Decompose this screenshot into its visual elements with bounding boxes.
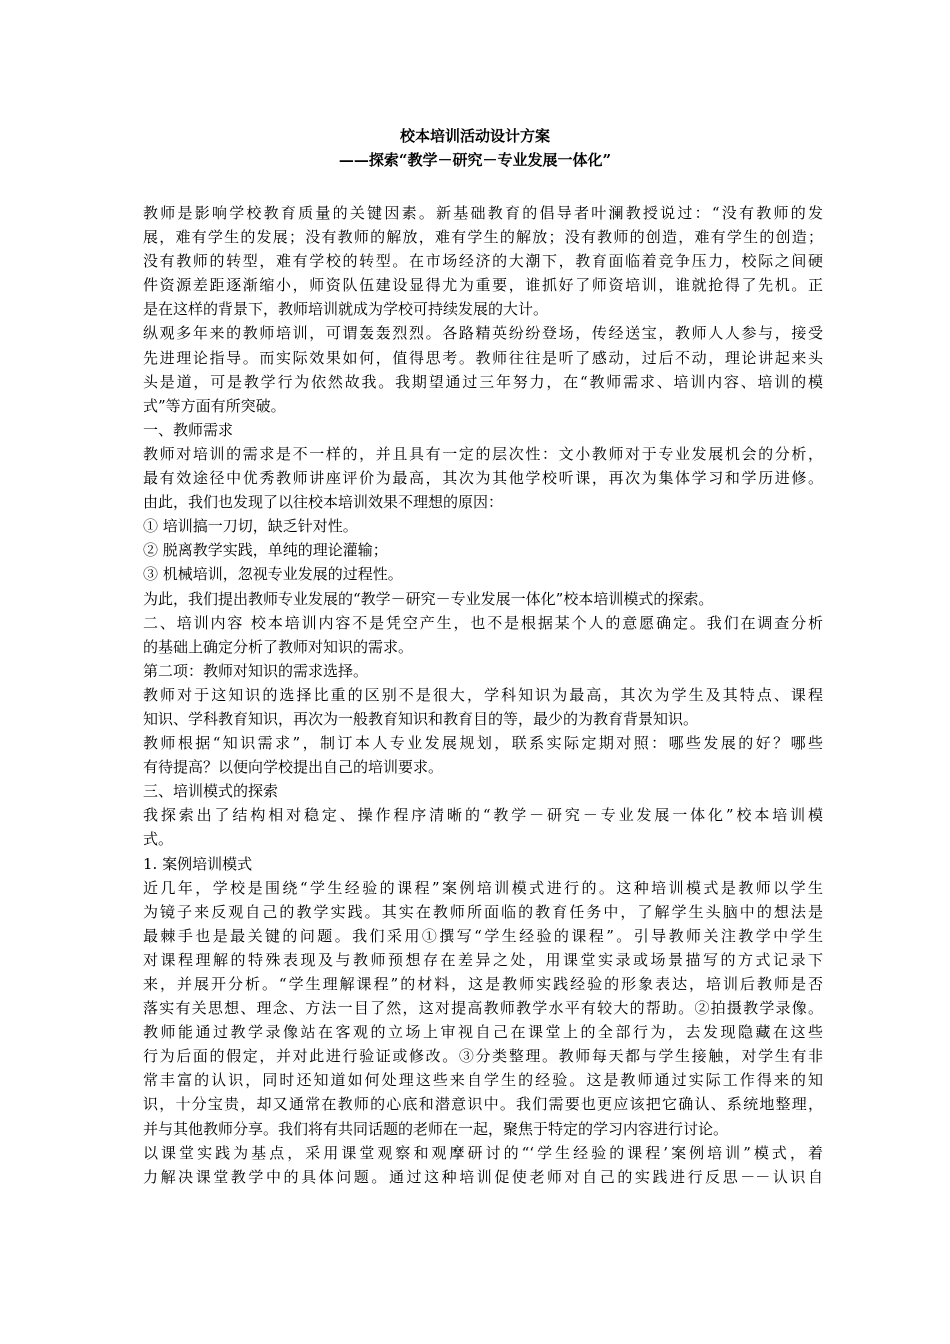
body-line: 二、培训内容 校本培训内容不是凭空产生，也不是根据某个人的意愿确定。我们在调查分析 [143, 613, 823, 632]
body-line: 件资源差距逐渐缩小，师资队伍建设显得尤为重要，谁抓好了师资培训，谁就抢得了先机。正 [143, 276, 823, 295]
body-line: 式。 [143, 830, 174, 849]
body-line: 式”等方面有所突破。 [143, 396, 286, 415]
document-title: 校本培训活动设计方案 [399, 127, 550, 145]
body-line: 落实有关思想、理念、方法一目了然，这对提高教师教学水平有较大的帮助。②拍摄教学录像。 [143, 999, 823, 1018]
body-line: 最有效途径中优秀教师讲座评价为最高，其次为其他学校听课，再次为集体学习和学历进修。 [143, 469, 823, 488]
body-line: 有待提高？以便向学校提出自己的培训要求。 [143, 758, 444, 777]
body-line: 常丰富的认识，同时还知道如何处理这些来自学生的经验。这是教师通过实际工作得来的知 [143, 1071, 823, 1090]
body-line: 来，并展开分析。“学生理解课程”的材料，这是教师实践经验的形象表达，培训后教师是否 [143, 975, 823, 993]
body-line: 是在这样的背景下，教师培训就成为学校可持续发展的大计。 [143, 300, 549, 319]
document-body [143, 201, 823, 1189]
body-line: ① 培训搞一刀切，缺乏针对性。 [143, 517, 358, 536]
body-line: 教师对于这知识的选择比重的区别不是很大，学科知识为最高，其次为学生及其特点、课程 [143, 685, 823, 704]
body-line: ③ 机械培训，忽视专业发展的过程性。 [143, 565, 403, 584]
body-line: 为镜子来反观自己的教学实践。其实在教师所面临的教育任务中，了解学生头脑中的想法是 [143, 902, 823, 921]
body-line: 近几年，学校是围绕“学生经验的课程”案例培训模式进行的。这种培训模式是教师以学生 [143, 878, 823, 897]
body-line: 最棘手也是最关键的问题。我们采用①撰写“学生经验的课程”。引导教师关注教学中学生 [143, 926, 823, 945]
body-line: 行为后面的假定，并对此进行验证或修改。③分类整理。教师每天都与学生接触，对学生有非 [143, 1047, 823, 1066]
title-block [0, 124, 950, 172]
body-line: 三、培训模式的探索 [143, 782, 279, 801]
document-subtitle: ——探索“教学－研究－专业发展一体化” [338, 151, 612, 169]
body-line: 没有教师的转型，难有学校的转型。在市场经济的大潮下，教育面临着竞争压力，校际之间硬 [143, 252, 823, 271]
body-line: 我探索出了结构相对稳定、操作程序清晰的“教学－研究－专业发展一体化”校本培训模 [143, 806, 823, 825]
body-line: 头是道，可是教学行为依然故我。我期望通过三年努力，在“教师需求、培训内容、培训的模 [143, 372, 823, 391]
body-line: 并与其他教师分享。我们将有共同话题的老师在一起，聚焦于特定的学习内容进行讨论。 [143, 1119, 729, 1138]
body-line: 纵观多年来的教师培训，可谓轰轰烈烈。各路精英纷纷登场，传经送宝，教师人人参与，接受 [143, 324, 823, 343]
body-line: 知识、学科教育知识，再次为一般教育知识和教育目的等，最少的为教育背景知识。 [143, 709, 699, 728]
body-line: 第二项：教师对知识的需求选择。 [143, 661, 369, 680]
body-line: ② 脱离教学实践，单纯的理论灌输； [143, 541, 388, 560]
body-line: 教师对培训的需求是不一样的，并且具有一定的层次性：文小教师对于专业发展机会的分析， [143, 444, 823, 463]
body-line: 以课堂实践为基点，采用课堂观察和观摩研讨的“‘学生经验的课程’案例培训”模式，着 [143, 1143, 823, 1162]
body-line: 展，难有学生的发展；没有教师的解放，难有学生的解放；没有教师的创造，难有学生的创造； [143, 228, 823, 247]
body-line: 为此，我们提出教师专业发展的“教学－研究－专业发展一体化”校本培训模式的探索。 [143, 589, 714, 608]
body-line: 对课程理解的特殊表现及与教师预想存在差异之处，用课堂实录或场景描写的方式记录下 [143, 950, 823, 969]
body-line: 教师能通过教学录像站在客观的立场上审视自己在课堂上的全部行为，去发现隐藏在这些 [143, 1023, 823, 1042]
body-line: 教师根据“知识需求”，制订本人专业发展规划，联系实际定期对照：哪些发展的好？哪些 [143, 734, 823, 753]
body-line: 一、教师需求 [143, 420, 234, 439]
body-line: 由此，我们也发现了以往校本培训效果不理想的原因： [143, 493, 504, 512]
body-line: 的基础上确定分析了教师对知识的需求。 [143, 637, 414, 656]
body-line: 力解决课堂教学中的具体问题。通过这种培训促使老师对自己的实践进行反思－－认识自 [143, 1167, 823, 1186]
body-line: 教师是影响学校教育质量的关键因素。新基础教育的倡导者叶澜教授说过：“没有教师的发 [143, 204, 823, 222]
body-line: 先进理论指导。而实际效果如何，值得思考。教师往往是听了感动，过后不动，理论讲起来头 [143, 348, 823, 367]
body-line: 1. 案例培训模式 [143, 854, 253, 873]
body-line: 识，十分宝贵，却又通常在教师的心底和潜意识中。我们需要也更应该把它确认、系统地整理， [143, 1095, 823, 1114]
